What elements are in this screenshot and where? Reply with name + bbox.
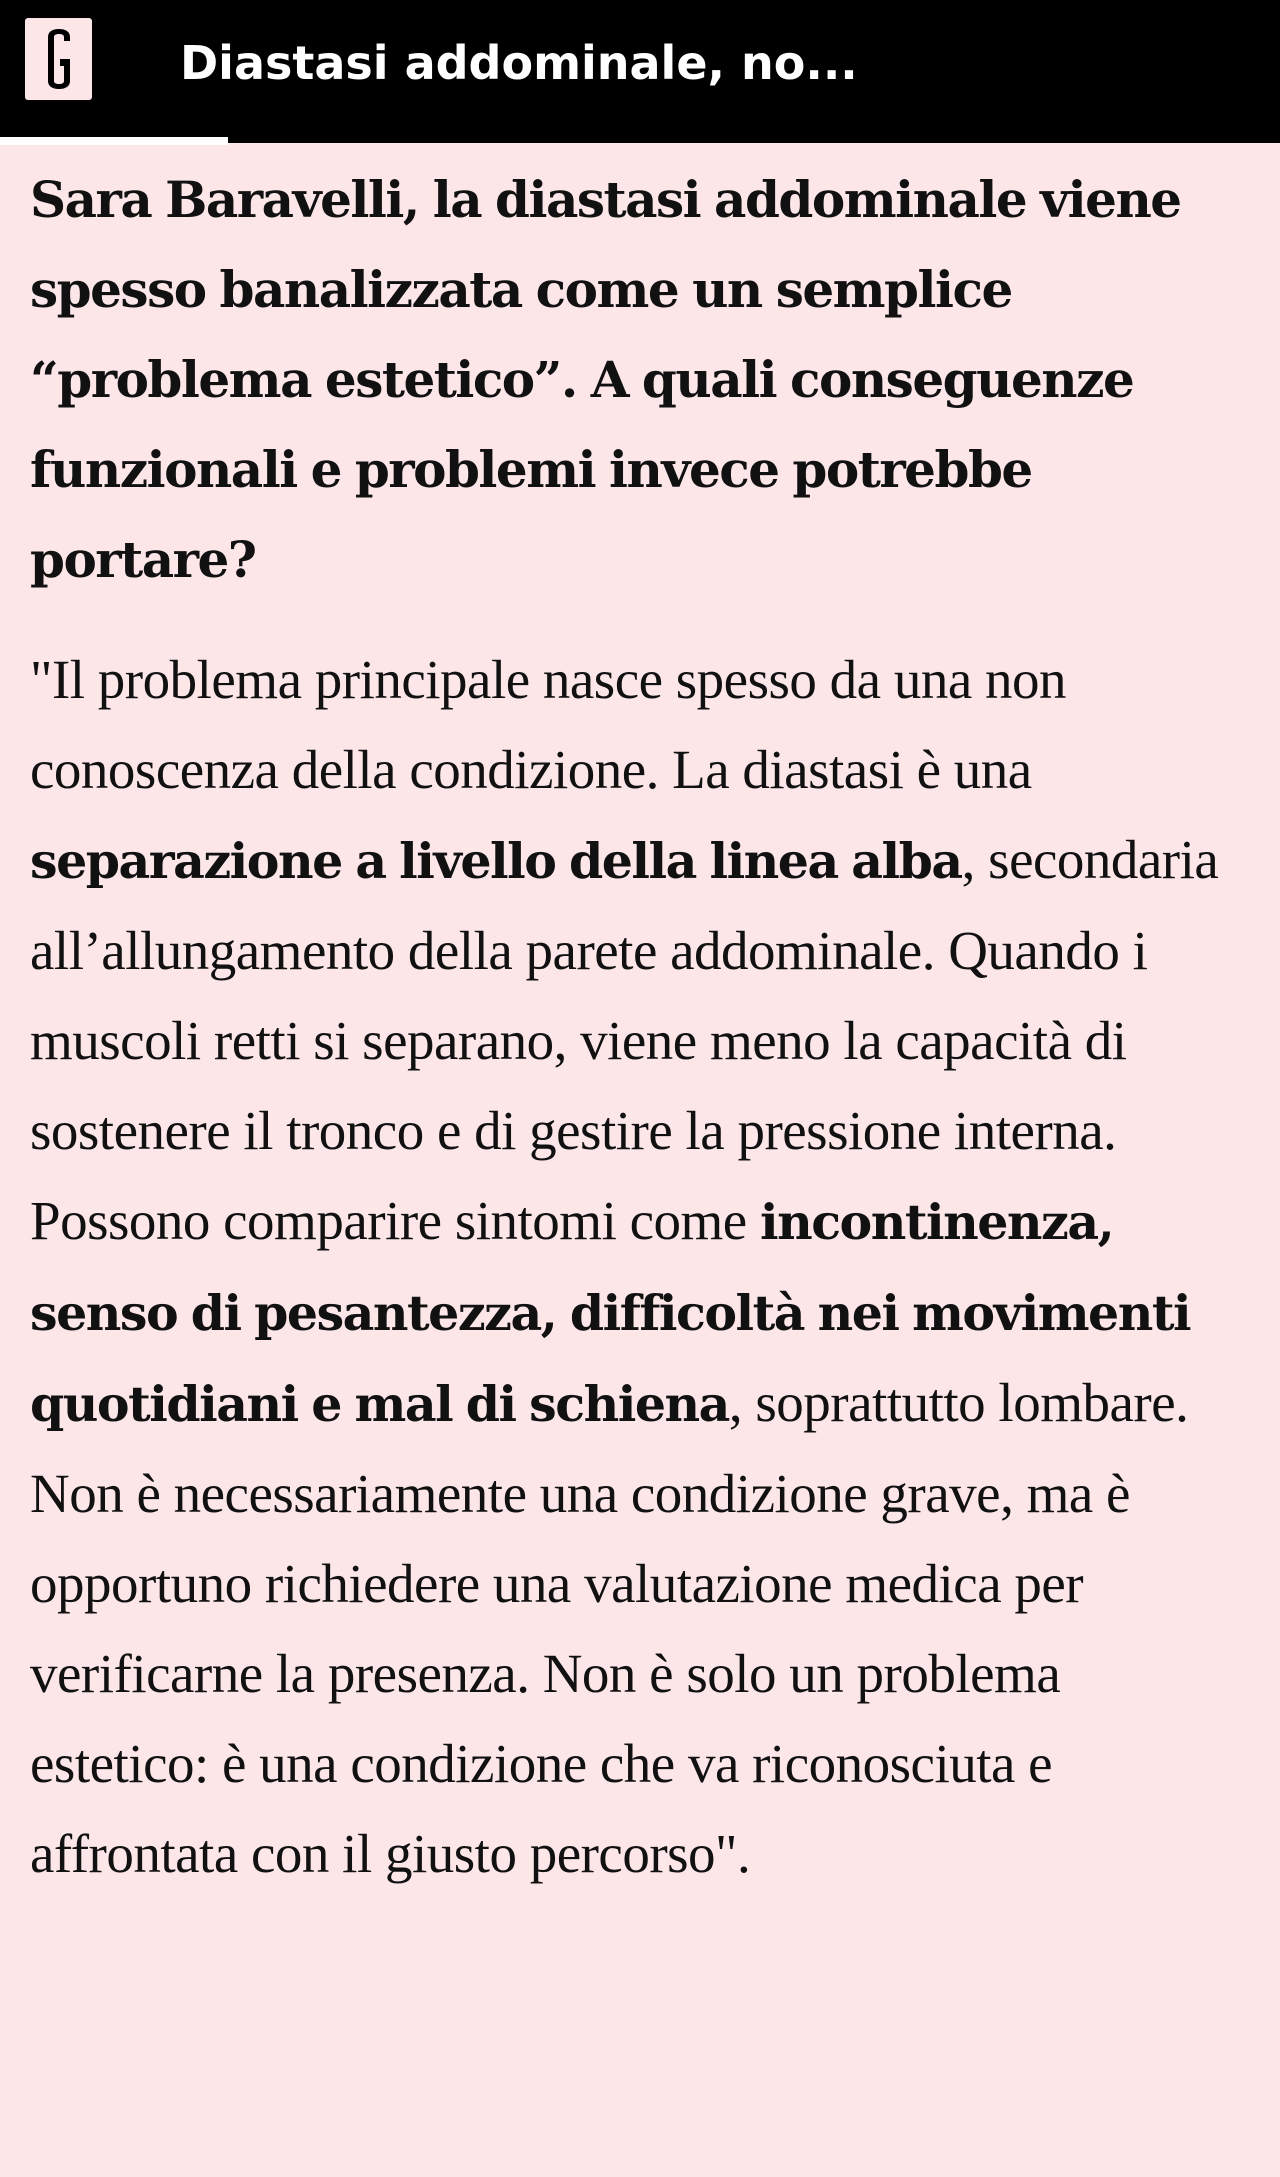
answer-bold-highlight: incontinenza, senso di pesantezza, difficoltà nei movimenti quotidiani e mal di schiena: [30, 1193, 1191, 1433]
answer-text: "Il problema principale nasce spesso da una non conoscenza della condizione. La diastasi è una: [30, 649, 1066, 800]
brand-logo[interactable]: [25, 18, 92, 100]
article-title: Diastasi addominale, no...: [180, 36, 858, 90]
brand-g-logo-icon: [39, 27, 79, 91]
interview-question: Sara Baravelli, la diastasi addominale viene spesso banalizzata come un semplice “problema estetico”. A quali conseguenze funzionali e problemi invece potrebbe portare?: [30, 170, 1181, 589]
answer-text: , soprattutto lombare. Non è necessariamente una condizione grave, ma è opportuno richiedere una valutazione medica per verificarne la presenza. Non è solo un problema estetico: è una condizione che va riconosciuta e affrontata con il giusto percorso".: [30, 1372, 1189, 1884]
answer-text: , secondaria all’allungamento della parete addominale. Quando i muscoli retti si separano, viene meno la capacità di sostenere il tronco e di gestire la pressione interna. Possono comparire sintomi come: [30, 829, 1219, 1251]
answer-bold-highlight: separazione a livello della linea alba: [30, 832, 962, 890]
article-header-bar: [0, 0, 1280, 143]
article-body: [30, 155, 1250, 1899]
reading-progress-bar: [0, 137, 228, 145]
interview-answer: [30, 635, 1250, 1899]
